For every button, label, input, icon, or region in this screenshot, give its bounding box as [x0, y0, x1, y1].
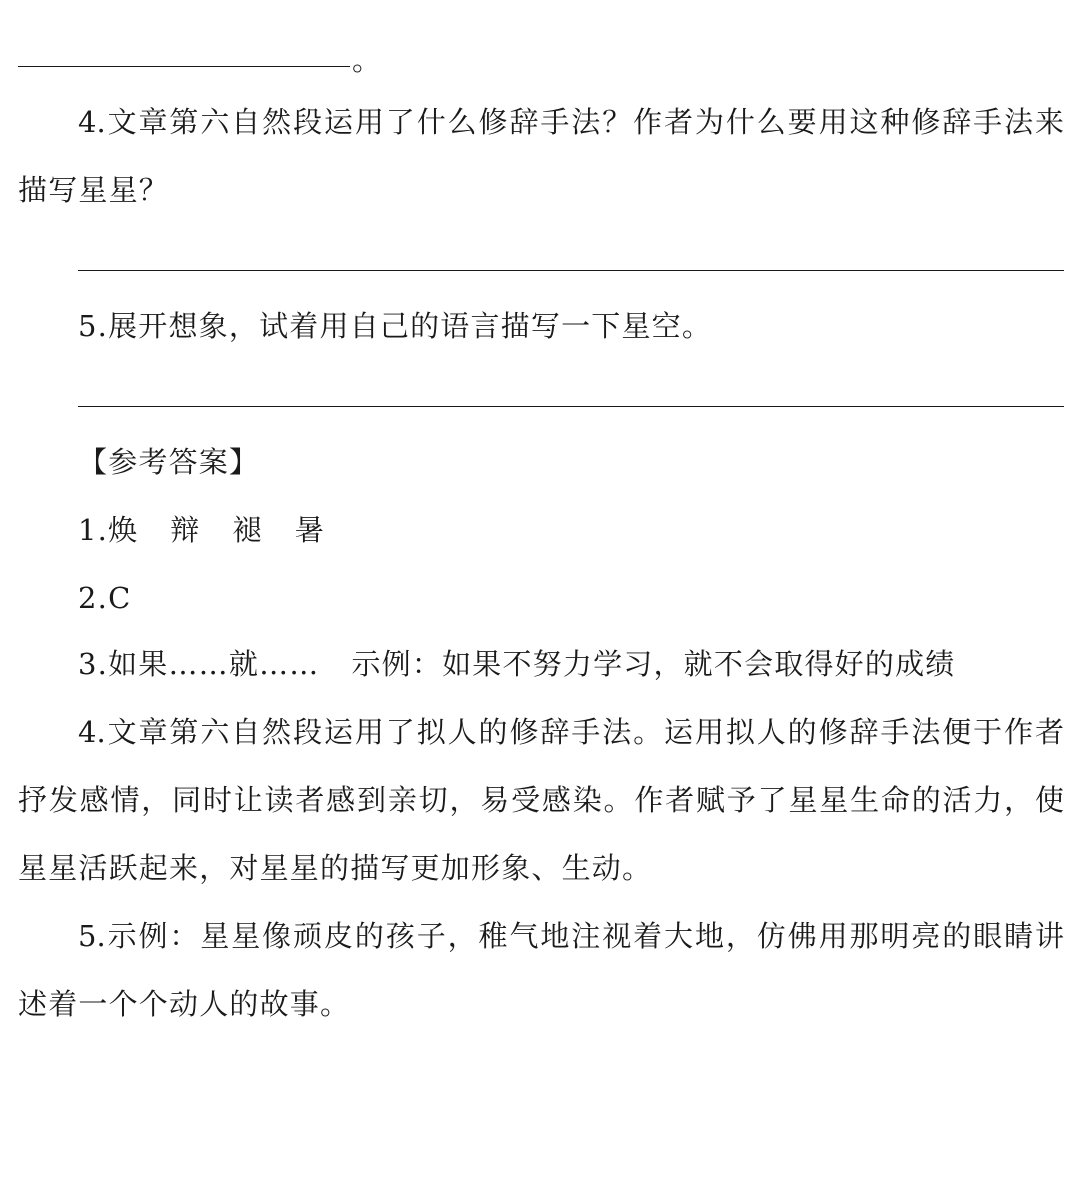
answer-2: 2.C: [78, 581, 132, 615]
answer-1-char: 辩: [170, 513, 201, 547]
q3-period: 。: [352, 43, 383, 77]
q4-line-2: 描写星星？: [18, 173, 170, 207]
answer-1: [78, 510, 325, 550]
q3-answer-blank: [18, 66, 350, 67]
answer-1-char: 焕: [108, 513, 139, 547]
answers-heading: 【参考答案】: [78, 445, 260, 479]
answer-1-char: 暑: [294, 513, 325, 547]
q4-answer-line: [78, 270, 1064, 271]
answer-3-example: 示例：如果不努力学习，就不会取得好的成绩: [351, 647, 956, 681]
q4-line-1: 4.文章第六自然段运用了什么修辞手法？作者为什么要用这种修辞手法来: [78, 105, 1064, 139]
answer-1-number: 1.: [78, 513, 109, 547]
answer-4-line-1: 4.文章第六自然段运用了拟人的修辞手法。运用拟人的修辞手法便于作者: [78, 715, 1064, 749]
q5-answer-line: [78, 406, 1064, 407]
q5-line-1: 5.展开想象，试着用自己的语言描写一下星空。: [78, 309, 713, 343]
answer-5-line-1: 5.示例：星星像顽皮的孩子，稚气地注视着大地，仿佛用那明亮的眼睛讲: [78, 919, 1064, 953]
answer-4-line-3: 星星活跃起来，对星星的描写更加形象、生动。: [18, 851, 653, 885]
answer-3: [78, 644, 956, 684]
answer-5-line-2: 述着一个个动人的故事。: [18, 987, 351, 1021]
answer-4-line-2: 抒发感情，同时让读者感到亲切，易受感染。作者赋予了星星生命的活力，使: [18, 783, 1064, 817]
answer-1-char: 褪: [232, 513, 263, 547]
answer-3-pattern: 3.如果……就……: [78, 647, 320, 681]
